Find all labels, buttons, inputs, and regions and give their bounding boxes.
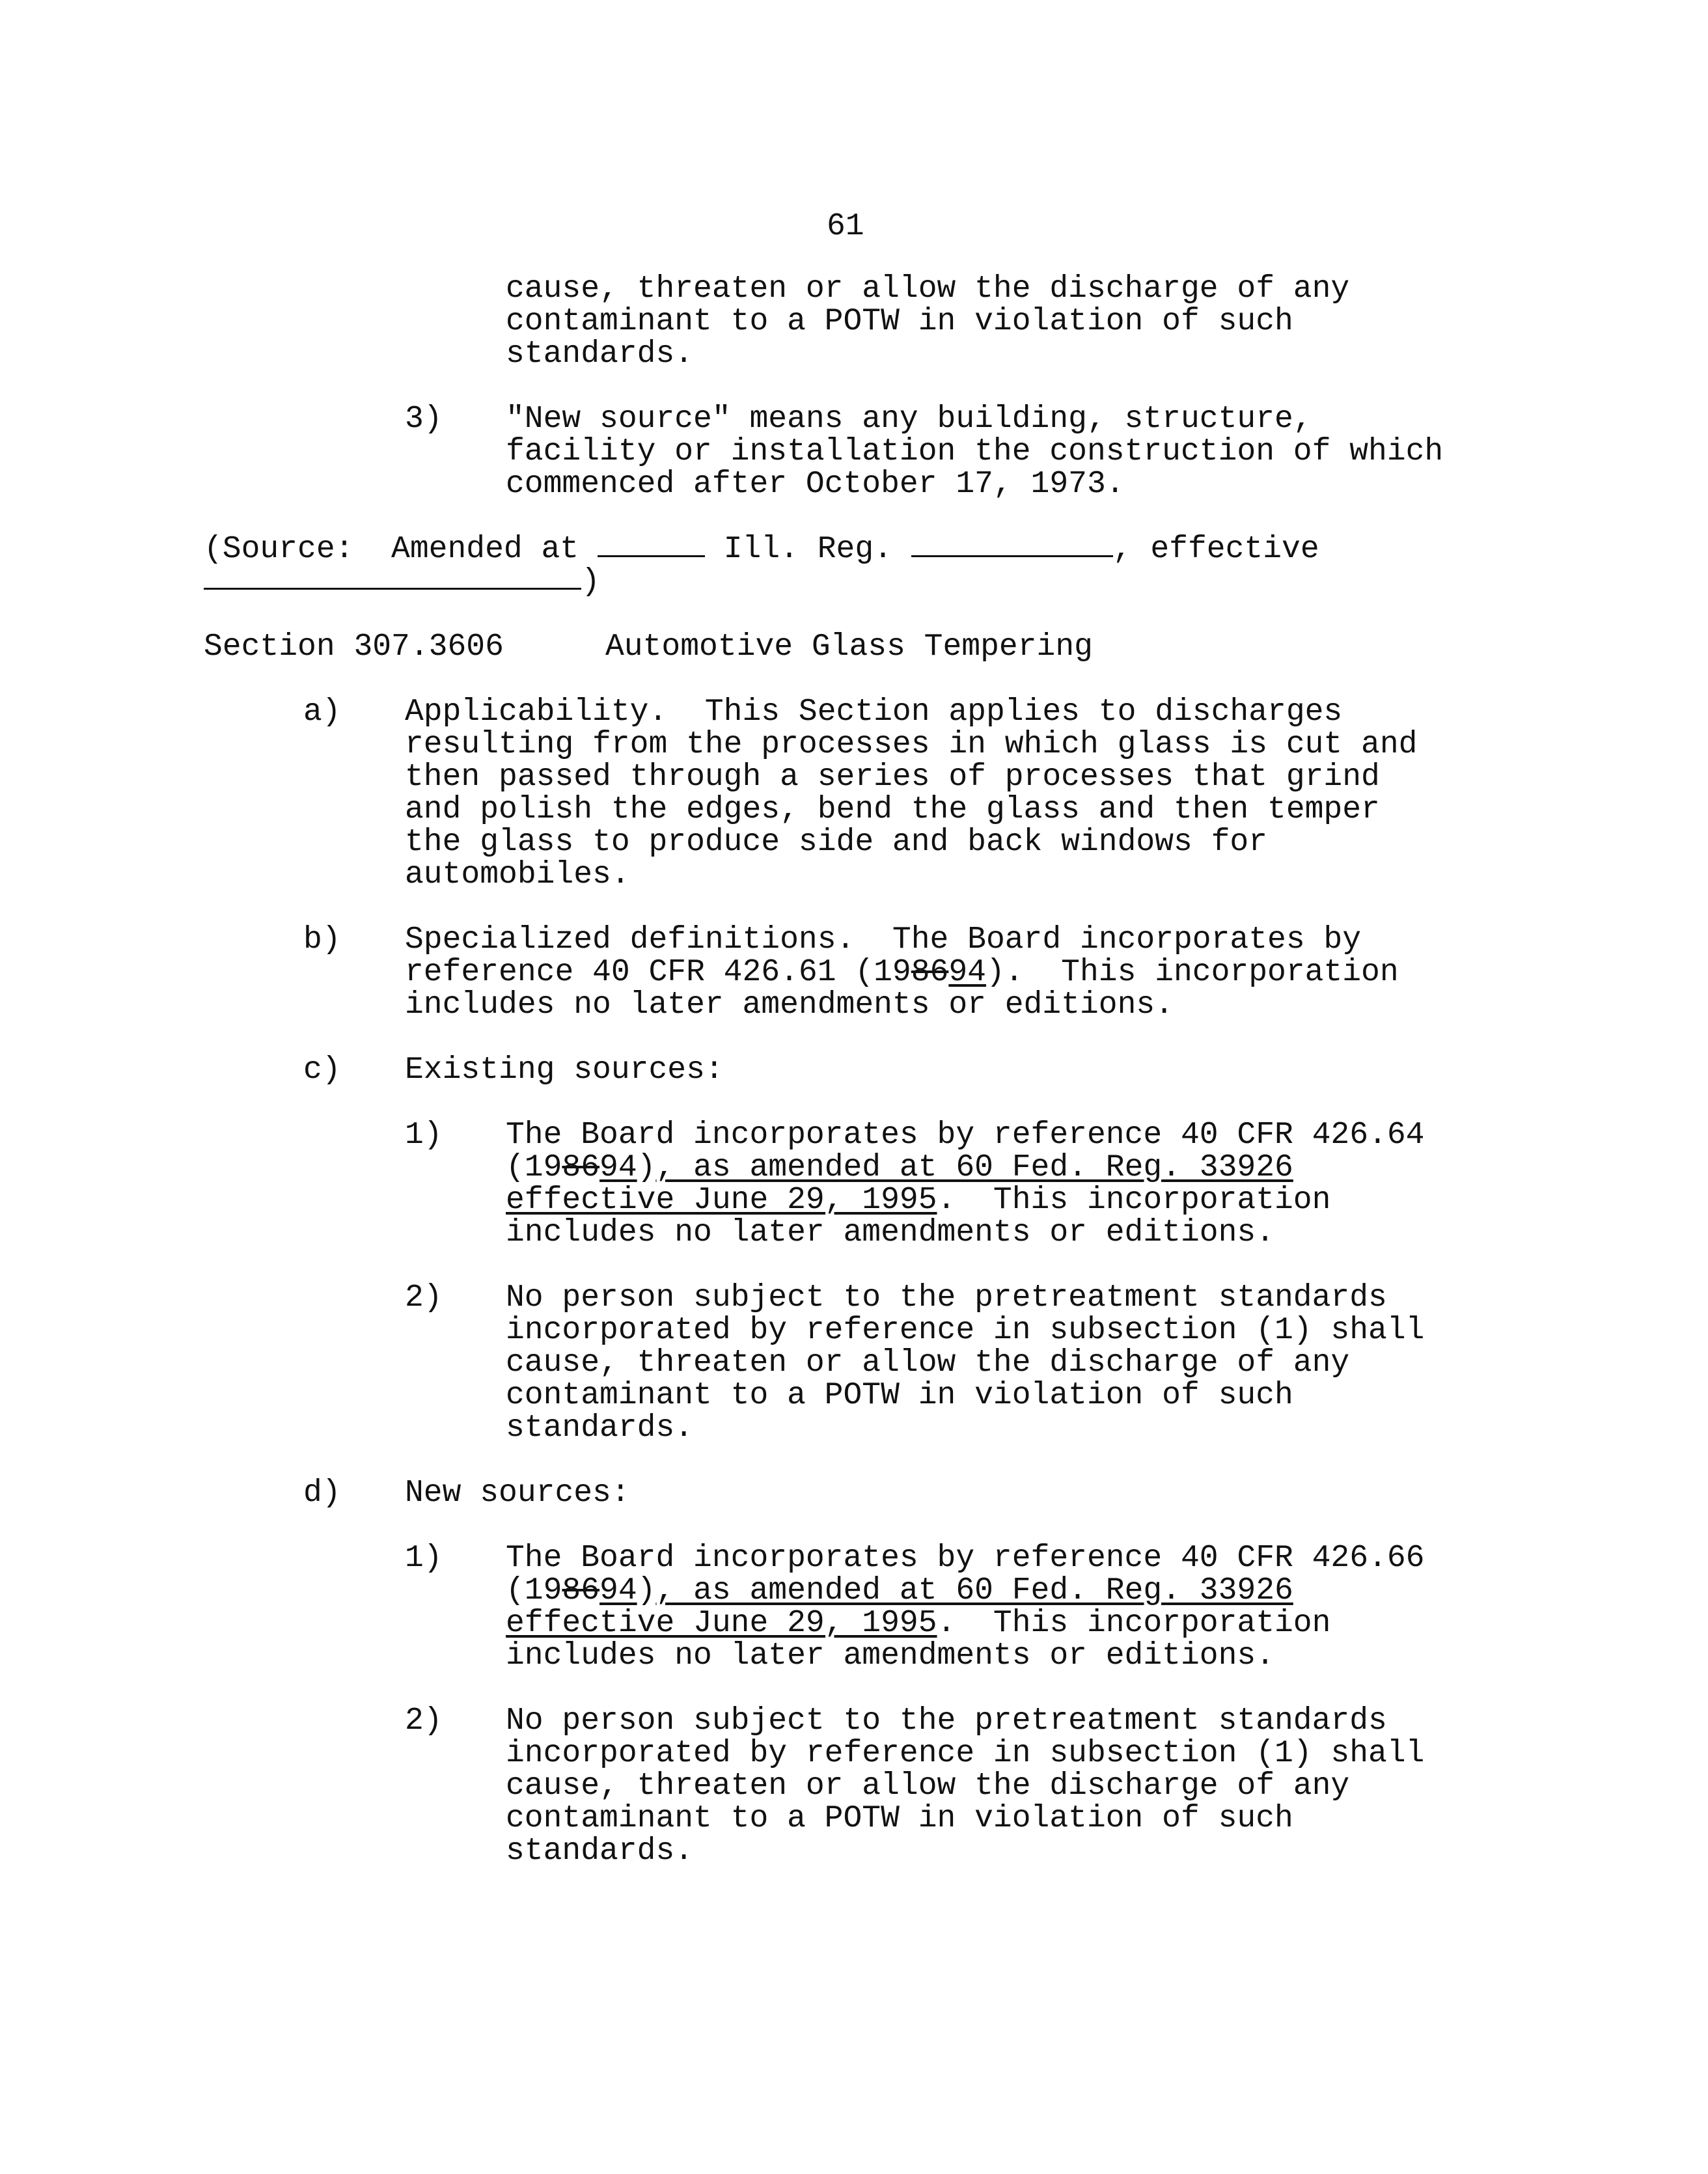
c-item-2-label: 2) [405, 1280, 443, 1315]
text-line: cause, threaten or allow the discharge of any [506, 1768, 1350, 1804]
text-line: then passed through a series of processes that grind [405, 760, 1380, 795]
text-line: effective June 29, 1995. This incorporation [506, 1606, 1331, 1641]
blank-page [911, 533, 1113, 557]
section-number: Section 307.3606 [204, 629, 504, 665]
text-line: incorporated by reference in subsection (1) shall [506, 1736, 1425, 1771]
text-line: (198694), as amended at 60 Fed. Reg. 33926 [506, 1150, 1293, 1185]
d-item-2-text [506, 1705, 1424, 1867]
text-line: incorporated by reference in subsection (1) shall [506, 1313, 1425, 1348]
inserted-text: 94 [599, 1150, 637, 1185]
d-item-2-label: 2) [405, 1703, 443, 1739]
text-line: cause, threaten or allow the discharge of any [506, 1345, 1350, 1381]
text-line: reference 40 CFR 426.61 (198694). This incorporation [405, 955, 1399, 990]
text-line: contaminant to a POTW in violation of such [506, 1378, 1293, 1413]
subsection-c-label: c) [303, 1053, 341, 1088]
subsection-a-label: a) [303, 695, 341, 730]
item-3-label: 3) [405, 402, 443, 437]
text-line: effective June 29, 1995. This incorporation [506, 1183, 1331, 1218]
blank-volume [598, 533, 705, 557]
d-item-1-text [506, 1542, 1424, 1672]
subsection-d-label: d) [303, 1476, 341, 1511]
inserted-text: 94 [599, 1573, 637, 1608]
inserted-text: 94 [948, 955, 986, 990]
text-line: includes no later amendments or editions. [405, 987, 1174, 1023]
text-line: "New source" means any building, structure, [506, 402, 1312, 437]
text-line: facility or installation the construction of which [506, 434, 1444, 469]
c-item-2-text [506, 1282, 1424, 1444]
text-line: (198694), as amended at 60 Fed. Reg. 33926 [506, 1573, 1293, 1608]
struck-text: 86 [562, 1573, 600, 1608]
inserted-text: , as amended at 60 Fed. Reg. 33926 [655, 1150, 1293, 1185]
text-line: The Board incorporates by reference 40 CFR 426.66 [506, 1541, 1425, 1576]
text-line: the glass to produce side and back windows for [405, 825, 1268, 860]
page-number: 61 [827, 209, 864, 244]
subsection-d-heading: New sources: [405, 1476, 630, 1511]
text-line: contaminant to a POTW in violation of such [506, 1801, 1293, 1836]
section-heading [204, 631, 504, 663]
struck-text: 86 [911, 955, 949, 990]
c-item-1-text [506, 1119, 1424, 1249]
section-title: Automotive Glass Tempering [605, 629, 1093, 665]
text-line: commenced after October 17, 1973. [506, 467, 1125, 502]
c-item-1-label: 1) [405, 1118, 443, 1153]
text-line: No person subject to the pretreatment standards [506, 1280, 1387, 1315]
text-line: cause, threaten or allow the discharge of any [506, 271, 1350, 307]
blank-date [204, 566, 581, 590]
struck-text: 86 [562, 1150, 600, 1185]
text-line: standards. [506, 337, 694, 372]
source-line-1: (Source: Amended at Ill. Reg. , effective [204, 532, 1319, 567]
inserted-text: effective June 29, 1995 [506, 1183, 937, 1218]
text-line: contaminant to a POTW in violation of such [506, 304, 1293, 339]
subsection-c-heading: Existing sources: [405, 1053, 724, 1088]
subsection-b-text [405, 924, 1399, 1021]
text-line: includes no later amendments or editions. [506, 1215, 1274, 1250]
text-line: No person subject to the pretreatment standards [506, 1703, 1387, 1739]
continuation-paragraph [506, 273, 1349, 370]
d-item-1-label: 1) [405, 1541, 443, 1576]
inserted-text: effective June 29, 1995 [506, 1606, 937, 1641]
text-line: resulting from the processes in which glass is cut and [405, 727, 1418, 762]
text-line: standards. [506, 1834, 694, 1869]
text-line: includes no later amendments or editions. [506, 1638, 1274, 1673]
source-note [204, 533, 1319, 598]
item-3-text [506, 403, 1443, 501]
text-line: automobiles. [405, 857, 630, 892]
text-line: Specialized definitions. The Board incorporates by [405, 922, 1362, 957]
text-line: Applicability. This Section applies to discharges [405, 695, 1343, 730]
text-line: The Board incorporates by reference 40 CFR 426.64 [506, 1118, 1425, 1153]
source-line-2: ) [204, 566, 1319, 598]
subsection-b-label: b) [303, 922, 341, 957]
inserted-text: , as amended at 60 Fed. Reg. 33926 [655, 1573, 1293, 1608]
text-line: standards. [506, 1410, 694, 1446]
subsection-a-text [405, 696, 1417, 891]
text-line: and polish the edges, bend the glass and then temper [405, 792, 1380, 827]
